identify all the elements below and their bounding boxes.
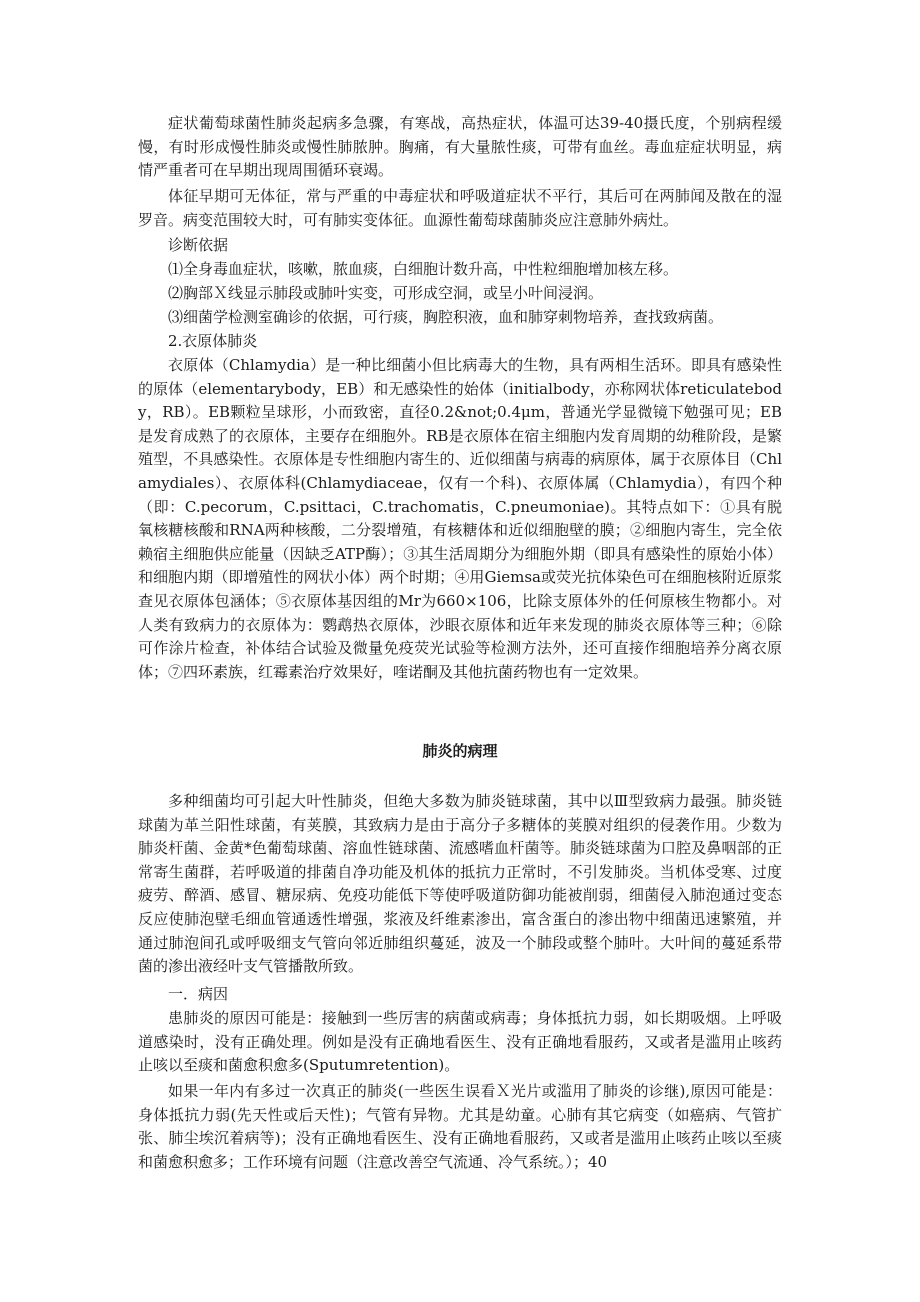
diagnosis-title: 诊断依据 [168, 236, 229, 254]
paragraph-recurrent: 如果一年内有多过一次真正的肺炎(一些医生误看Ｘ光片或滥用了肺炎的诊继),原因可能是：身体抵抗力弱(先天性或后天性)；气管有异物。尤其是幼童。心肺有其它病变（如癌病、气管扩张、肺尘埃沉着病等)；没有正确地看医生、没有正确地看服药，又或者是滥用止咳药止咳以至痰和菌愈积愈多；工作环境有问题（注意改善空气流通、冷气系统。）；40 [138, 1082, 782, 1171]
paragraph-symptoms: 症状葡萄球菌性肺炎起病多急骤，有寒战，高热症状，体温可达39-40摄氏度，个别病程缓慢，有时形成慢性肺炎或慢性肺脓肿。胸痛，有大量脓性痰，可带有血丝。毒血症症状明显，病情严重者可在早期出现周围循环衰竭。 [138, 114, 782, 180]
diagnosis-item-1: ⑴全身毒血症状，咳嗽，脓血痰，白细胞计数升高，中性粒细胞增加核左移。 [168, 260, 679, 278]
cause-title: 一．病因 [168, 985, 229, 1003]
chlamydia-title: 2.衣原体肺炎 [168, 332, 258, 350]
section-heading: 肺炎的病理 [422, 742, 498, 760]
diagnosis-item-2: ⑵胸部Ｘ线显示肺段或肺叶实变，可形成空洞，或呈小叶间浸润。 [168, 284, 604, 302]
paragraph-signs: 体征早期可无体征，常与严重的中毒症状和呼吸道症状不平行，其后可在两肺闻及散在的湿罗音。病变范围较大时，可有肺实变体征。血源性葡萄球菌肺炎应注意肺外病灶。 [138, 187, 782, 229]
paragraph-cause: 患肺炎的原因可能是：接触到一些厉害的病菌或病毒；身体抵抗力弱，如长期吸烟。上呼吸道感染时，没有正确处理。例如是没有正确地看医生、没有正确地看服药，又或者是滥用止咳药止咳以至痰和菌愈积愈多(Sputumretention)。 [138, 1009, 782, 1075]
paragraph-chlamydia: 衣原体（Chlamydia）是一种比细菌小但比病毒大的生物，具有两相生活环。即具有感染性的原体（elementarybody，EB）和无感染性的始体（initialbody，亦称网状体reticulatebody，RB）。EB颗粒呈球形，小而致密，直径0.2&not;0.4μm，普通光学显微镜下勉强可见；EB是发育成熟了的衣原体，主要存在细胞外。RB是衣原体在宿主细胞内发育周期的幼稚阶段，是繁殖型，不具感染性。衣原体是专性细胞内寄生的、近似细菌与病毒的病原体，属于衣原体目（Chlamydiales）、衣原体科(Chlamydiaceae，仅有一个科)、衣原体属（Chlamydia），有四个种（即：C.pecorum，C.psittaci，C.trachomatis，C.pneumoniae)。其特点如下：①具有脱氧核糖核酸和RNA两种核酸，二分裂增殖，有核糖体和近似细胞壁的膜；②细胞内寄生，完全依赖宿主细胞供应能量（因缺乏ATP酶）；③其生活周期分为细胞外期（即具有感染性的原始小体）和细胞内期（即增殖性的网状小体）两个时期；④用Giemsa或荧光抗体染色可在细胞核附近原浆查见衣原体包涵体；⑤衣原体基因组的Mr为660×106，比除支原体外的任何原核生物都小。对人类有致病力的衣原体为：鹦鹉热衣原体，沙眼衣原体和近年来发现的肺炎衣原体等三种；⑥除可作涂片检查，补体结合试验及微量免疫荧光试验等检测方法外，还可直接作细胞培养分离衣原体；⑦四环素族，红霉素治疗效果好，喹诺酮及其他抗菌药物也有一定效果。 [138, 356, 782, 681]
diagnosis-item-3: ⑶细菌学检测室确诊的依据，可行痰，胸腔积液，血和肺穿刺物培养，查找致病菌。 [168, 308, 724, 326]
paragraph-pathology-intro: 多种细菌均可引起大叶性肺炎，但绝大多数为肺炎链球菌，其中以Ⅲ型致病力最强。肺炎链球菌为革兰阳性球菌，有荚膜，其致病力是由于高分子多糖体的荚膜对组织的侵袭作用。少数为肺炎杆菌、金黄*色葡萄球菌、溶血性链球菌、流感嗜血杆菌等。肺炎链球菌为口腔及鼻咽部的正常寄生菌群，若呼吸道的排菌自净功能及机体的抵抗力正常时，不引发肺炎。当机体受寒、过度疲劳、醉酒、感冒、糖尿病、免疫功能低下等使呼吸道防御功能被削弱，细菌侵入肺泡通过变态反应使肺泡壁毛细血管通透性增强，浆液及纤维素渗出，富含蛋白的渗出物中细菌迅速繁殖，并通过肺泡间孔或呼吸细支气管向邻近肺组织蔓延，波及一个肺段或整个肺叶。大叶间的蔓延系带菌的渗出液经叶支气管播散所致。 [138, 792, 782, 976]
